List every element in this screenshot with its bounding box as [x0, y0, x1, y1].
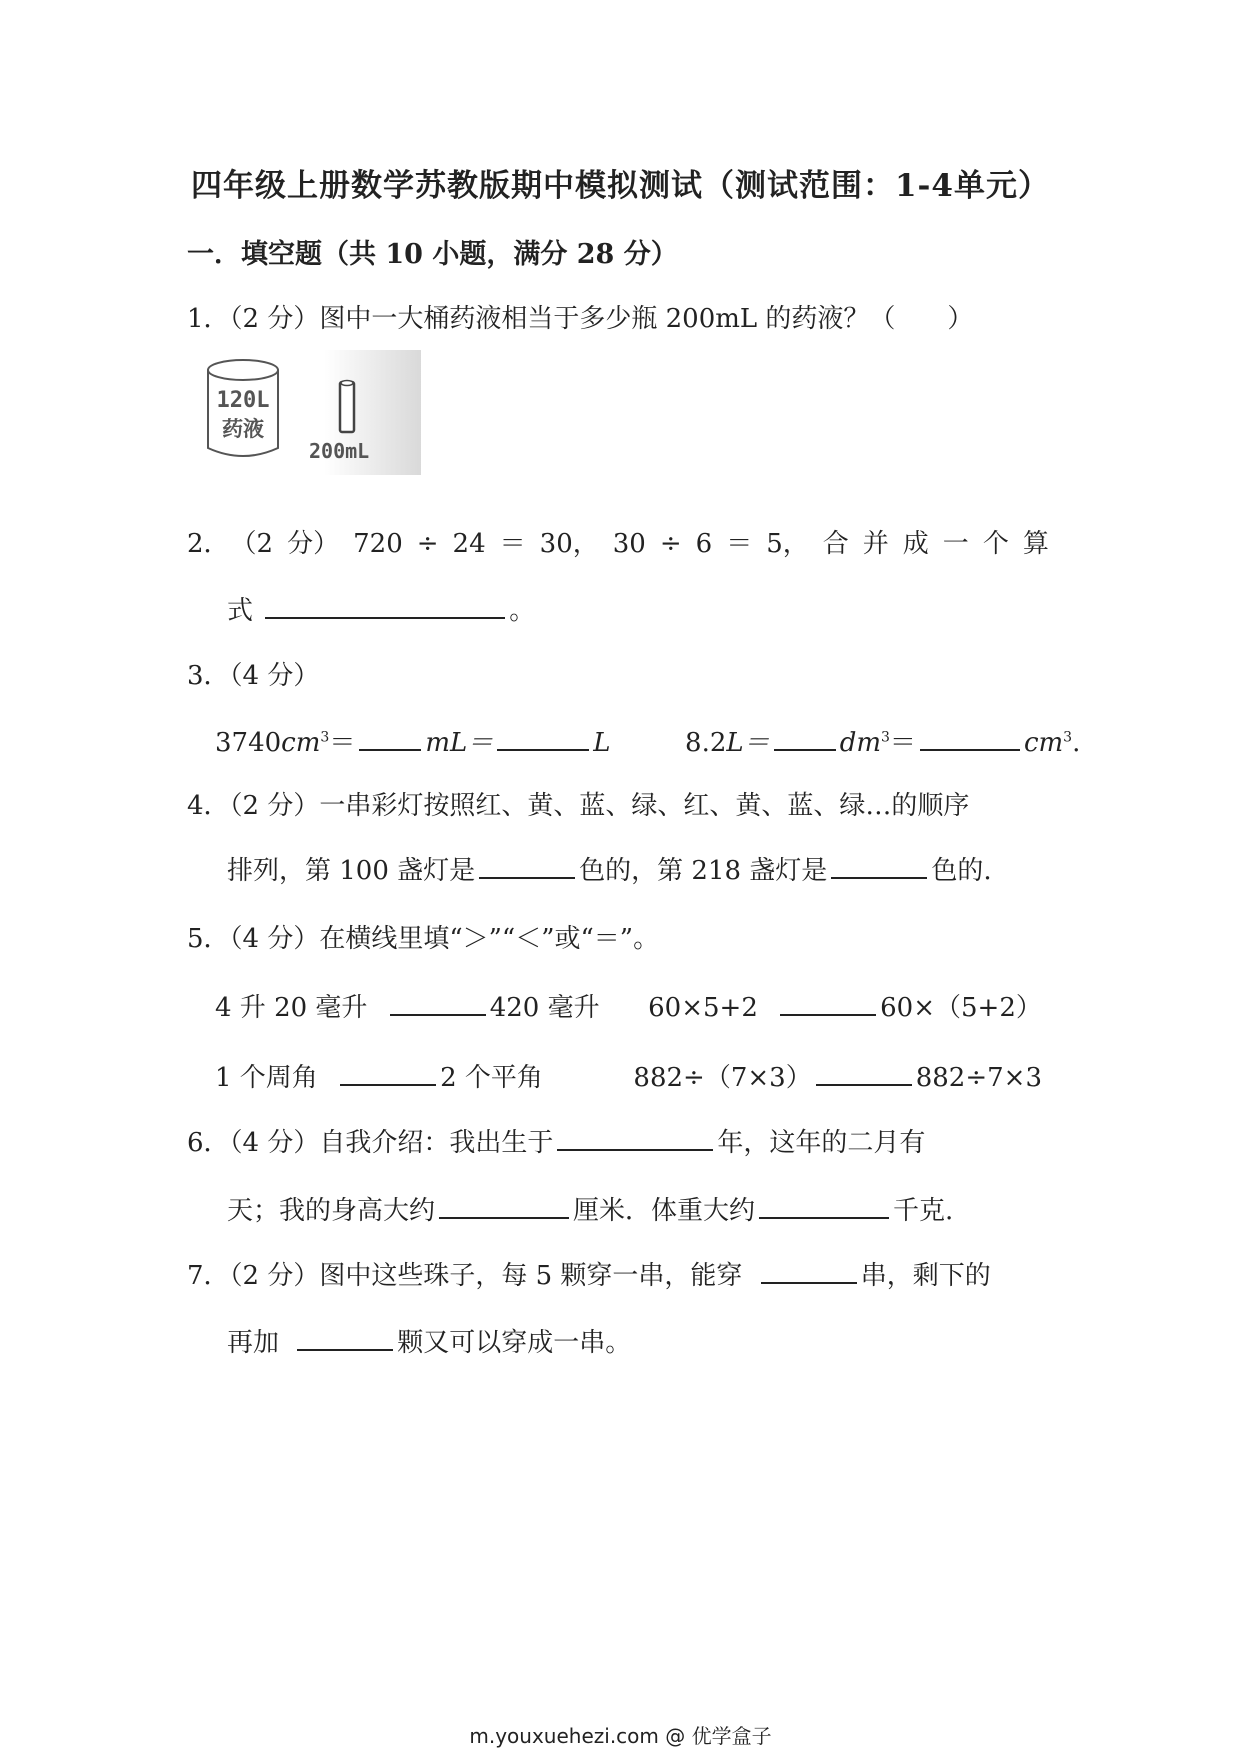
answer-blank[interactable]	[774, 723, 836, 751]
bottle-volume-label: 200mL	[309, 439, 370, 463]
answer-blank[interactable]	[759, 1191, 889, 1219]
answer-blank[interactable]	[297, 1323, 393, 1351]
answer-blank[interactable]	[390, 988, 486, 1016]
answer-blank[interactable]	[265, 591, 505, 619]
question-2-line-1: 2． （2 分） 720 ÷ 24 ＝ 30， 30 ÷ 6 ＝ 5， 合 并 成 一 个 算	[187, 529, 1049, 559]
question-5-head: 5．（4 分）在横线里填“＞”“＜”或“＝”。	[187, 924, 660, 954]
footer-watermark: m.youxuehezi.com @ 优学盒子	[469, 1724, 772, 1748]
barrel-volume-label: 120L	[216, 388, 270, 413]
answer-blank[interactable]	[497, 723, 589, 751]
page-title: 四年级上册数学苏教版期中模拟测试（测试范围：1-4单元）	[190, 168, 1050, 204]
question-4-line-1: 4．（2 分）一串彩灯按照红、黄、蓝、绿、红、黄、蓝、绿…的顺序	[187, 791, 970, 821]
question-6-line-2: 天；我的身高大约 厘米．体重大约 千克.	[227, 1190, 953, 1227]
question-4-line-2: 排列，第 100 盏灯是 色的，第 218 盏灯是 色的.	[227, 850, 992, 887]
answer-blank[interactable]	[920, 723, 1020, 751]
answer-blank[interactable]	[340, 1058, 436, 1086]
answer-blank[interactable]	[831, 851, 927, 879]
barrel-content-label: 药液	[222, 416, 264, 441]
question-3-head: 3．（4 分）	[187, 661, 320, 691]
answer-blank[interactable]	[557, 1123, 713, 1151]
question-7-line-1: 7．（2 分）图中这些珠子，每 5 颗穿一串，能穿 串，剩下的	[187, 1255, 991, 1292]
bottle-icon	[340, 381, 354, 433]
question-7-line-2: 再加 颗又可以穿成一串。	[227, 1322, 631, 1359]
answer-blank[interactable]	[780, 988, 876, 1016]
barrel-bottle-figure	[206, 350, 421, 475]
answer-blank[interactable]	[439, 1191, 569, 1219]
question-2-line-2: 式 。	[227, 590, 535, 627]
section-heading: 一．填空题（共 10 小题，满分 28 分）	[187, 239, 678, 270]
answer-blank[interactable]	[359, 723, 421, 751]
question-5-row-1: 4 升 20 毫升 420 毫升 60×5+2 60×（5+2）	[215, 987, 1042, 1024]
barrel-icon	[208, 360, 278, 456]
question-6-line-1: 6．（4 分）自我介绍：我出生于 年，这年的二月有	[187, 1122, 925, 1159]
answer-blank[interactable]	[816, 1058, 912, 1086]
answer-blank[interactable]	[761, 1256, 857, 1284]
question-1-figure	[206, 350, 421, 475]
question-3-line: $3740cm^3= mL= L$ $8.2L= dm^3= cm^3$.	[215, 722, 1080, 759]
answer-blank[interactable]	[479, 851, 575, 879]
question-5-row-2: 1 个周角 2 个平角 882÷（7×3） 882÷7×3	[215, 1057, 1042, 1094]
question-1: 1．（2 分）图中一大桶药液相当于多少瓶 200mL 的药液？（ ）	[187, 304, 974, 334]
